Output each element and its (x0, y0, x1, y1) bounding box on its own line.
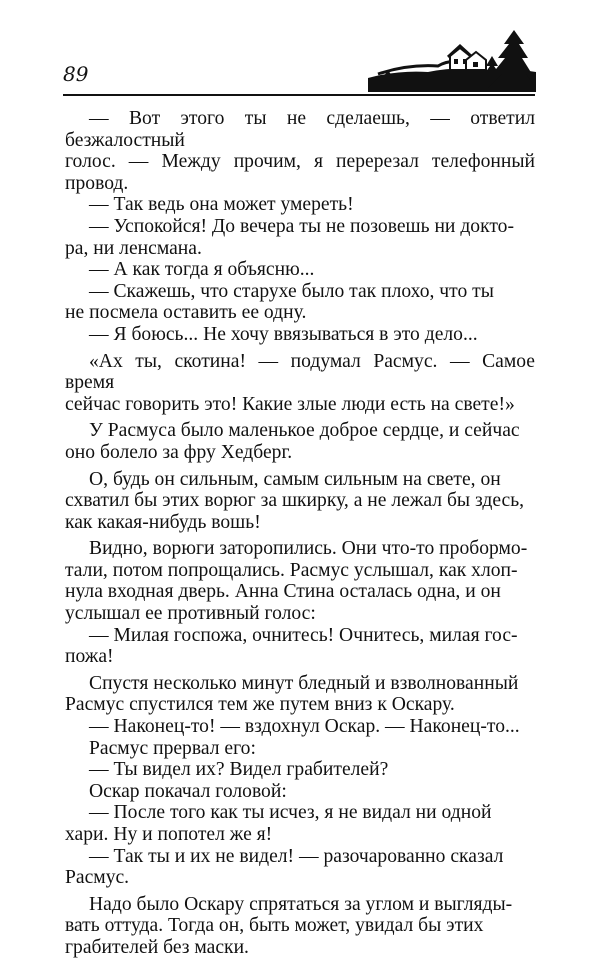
paragraph (65, 281, 535, 324)
text-line: оно болело за фру Хедберг. (65, 441, 293, 463)
text-line: О, будь он сильным, самым сильным на свете, он (89, 468, 501, 490)
text-line: Спустя несколько минут бледный и взволнованный (89, 672, 519, 694)
paragraph (65, 108, 535, 194)
paragraph (65, 759, 535, 781)
text-line: ра, ни ленсмана. (65, 237, 202, 259)
text-line: хари. Ну и попотел же я! (65, 824, 273, 845)
text-line: Расмус. (65, 867, 130, 889)
text-line: — Скажешь, что старухе было так плохо, что ты (89, 280, 494, 302)
body-text (65, 108, 535, 959)
paragraph (65, 216, 535, 259)
text-line: — Милая госпожа, очнитесь! Очнитесь, милая гос- (89, 624, 518, 646)
paragraph (65, 351, 535, 416)
text-line: — Успокойся! До вечера ты не позовешь ни докто- (89, 215, 514, 237)
header-rule (63, 94, 535, 96)
paragraph (65, 781, 535, 803)
text-line: — Так ведь она может умереть! (89, 194, 354, 216)
text-line: услышал ее противный голос: (65, 603, 316, 625)
paragraph (65, 538, 535, 624)
paragraph (65, 673, 535, 716)
text-line: — Я боюсь... Не хочу ввязываться в это дело... (89, 323, 478, 345)
text-line: Расмус спустился тем же путем вниз к Оскару. (65, 694, 455, 716)
text-line: «Ах ты, скотина! — подумал Расмус. — Самое время (65, 350, 535, 394)
text-line: — А как тогда я объясню... (89, 259, 315, 281)
text-line: как какая-нибудь вошь! (65, 511, 261, 533)
text-line: голос. — Между прочим, я перерезал телефонный провод. (65, 151, 535, 194)
text-line: У Расмуса было маленькое доброе сердце, и сейчас (89, 420, 520, 442)
text-line: грабителей без маски. (65, 936, 249, 958)
paragraph (65, 802, 535, 845)
text-line: нула входная дверь. Анна Стина осталась одна, и он (65, 581, 501, 603)
text-line: — Ты видел их? Видел грабителей? (89, 759, 389, 781)
paragraph (65, 420, 535, 463)
text-line: — Так ты и их не видел! — разочарованно сказал (89, 845, 504, 867)
paragraph (65, 716, 535, 738)
page-number: 89 (63, 62, 89, 86)
paragraph (65, 846, 535, 889)
text-line: Видно, ворюги заторопились. Они что-то пробормо- (89, 538, 528, 560)
text-line: тали, потом попрощались. Расмус услышал, как хлоп- (65, 559, 518, 581)
text-line: не посмела оставить ее одну. (65, 302, 307, 324)
winter-landscape-illustration (368, 26, 536, 98)
paragraph (65, 894, 535, 959)
text-line: Оскар покачал головой: (89, 780, 287, 802)
text-line: Расмус прервал его: (89, 737, 256, 759)
paragraph (65, 469, 535, 534)
paragraph (65, 738, 535, 760)
text-line: — Наконец-то! — вздохнул Оскар. — Наконец-то... (89, 716, 520, 738)
text-line: вать оттуда. Тогда он, быть может, увидал бы этих (65, 915, 484, 937)
text-line: сейчас говорить это! Какие злые люди есть на свете!» (65, 393, 515, 415)
text-line: — После того как ты исчез, я не видал ни одной (89, 802, 492, 824)
text-line: схватил бы этих ворюг за шкирку, а не лежал бы здесь, (65, 490, 525, 512)
text-line: — Вот этого ты не сделаешь, — ответил безжалостный (65, 108, 535, 151)
paragraph (65, 324, 535, 346)
paragraph (65, 194, 535, 216)
paragraph (65, 259, 535, 281)
text-line: Надо было Оскару спрятаться за углом и выгляды- (89, 893, 513, 915)
paragraph (65, 625, 535, 668)
text-line: пожа! (65, 646, 114, 668)
